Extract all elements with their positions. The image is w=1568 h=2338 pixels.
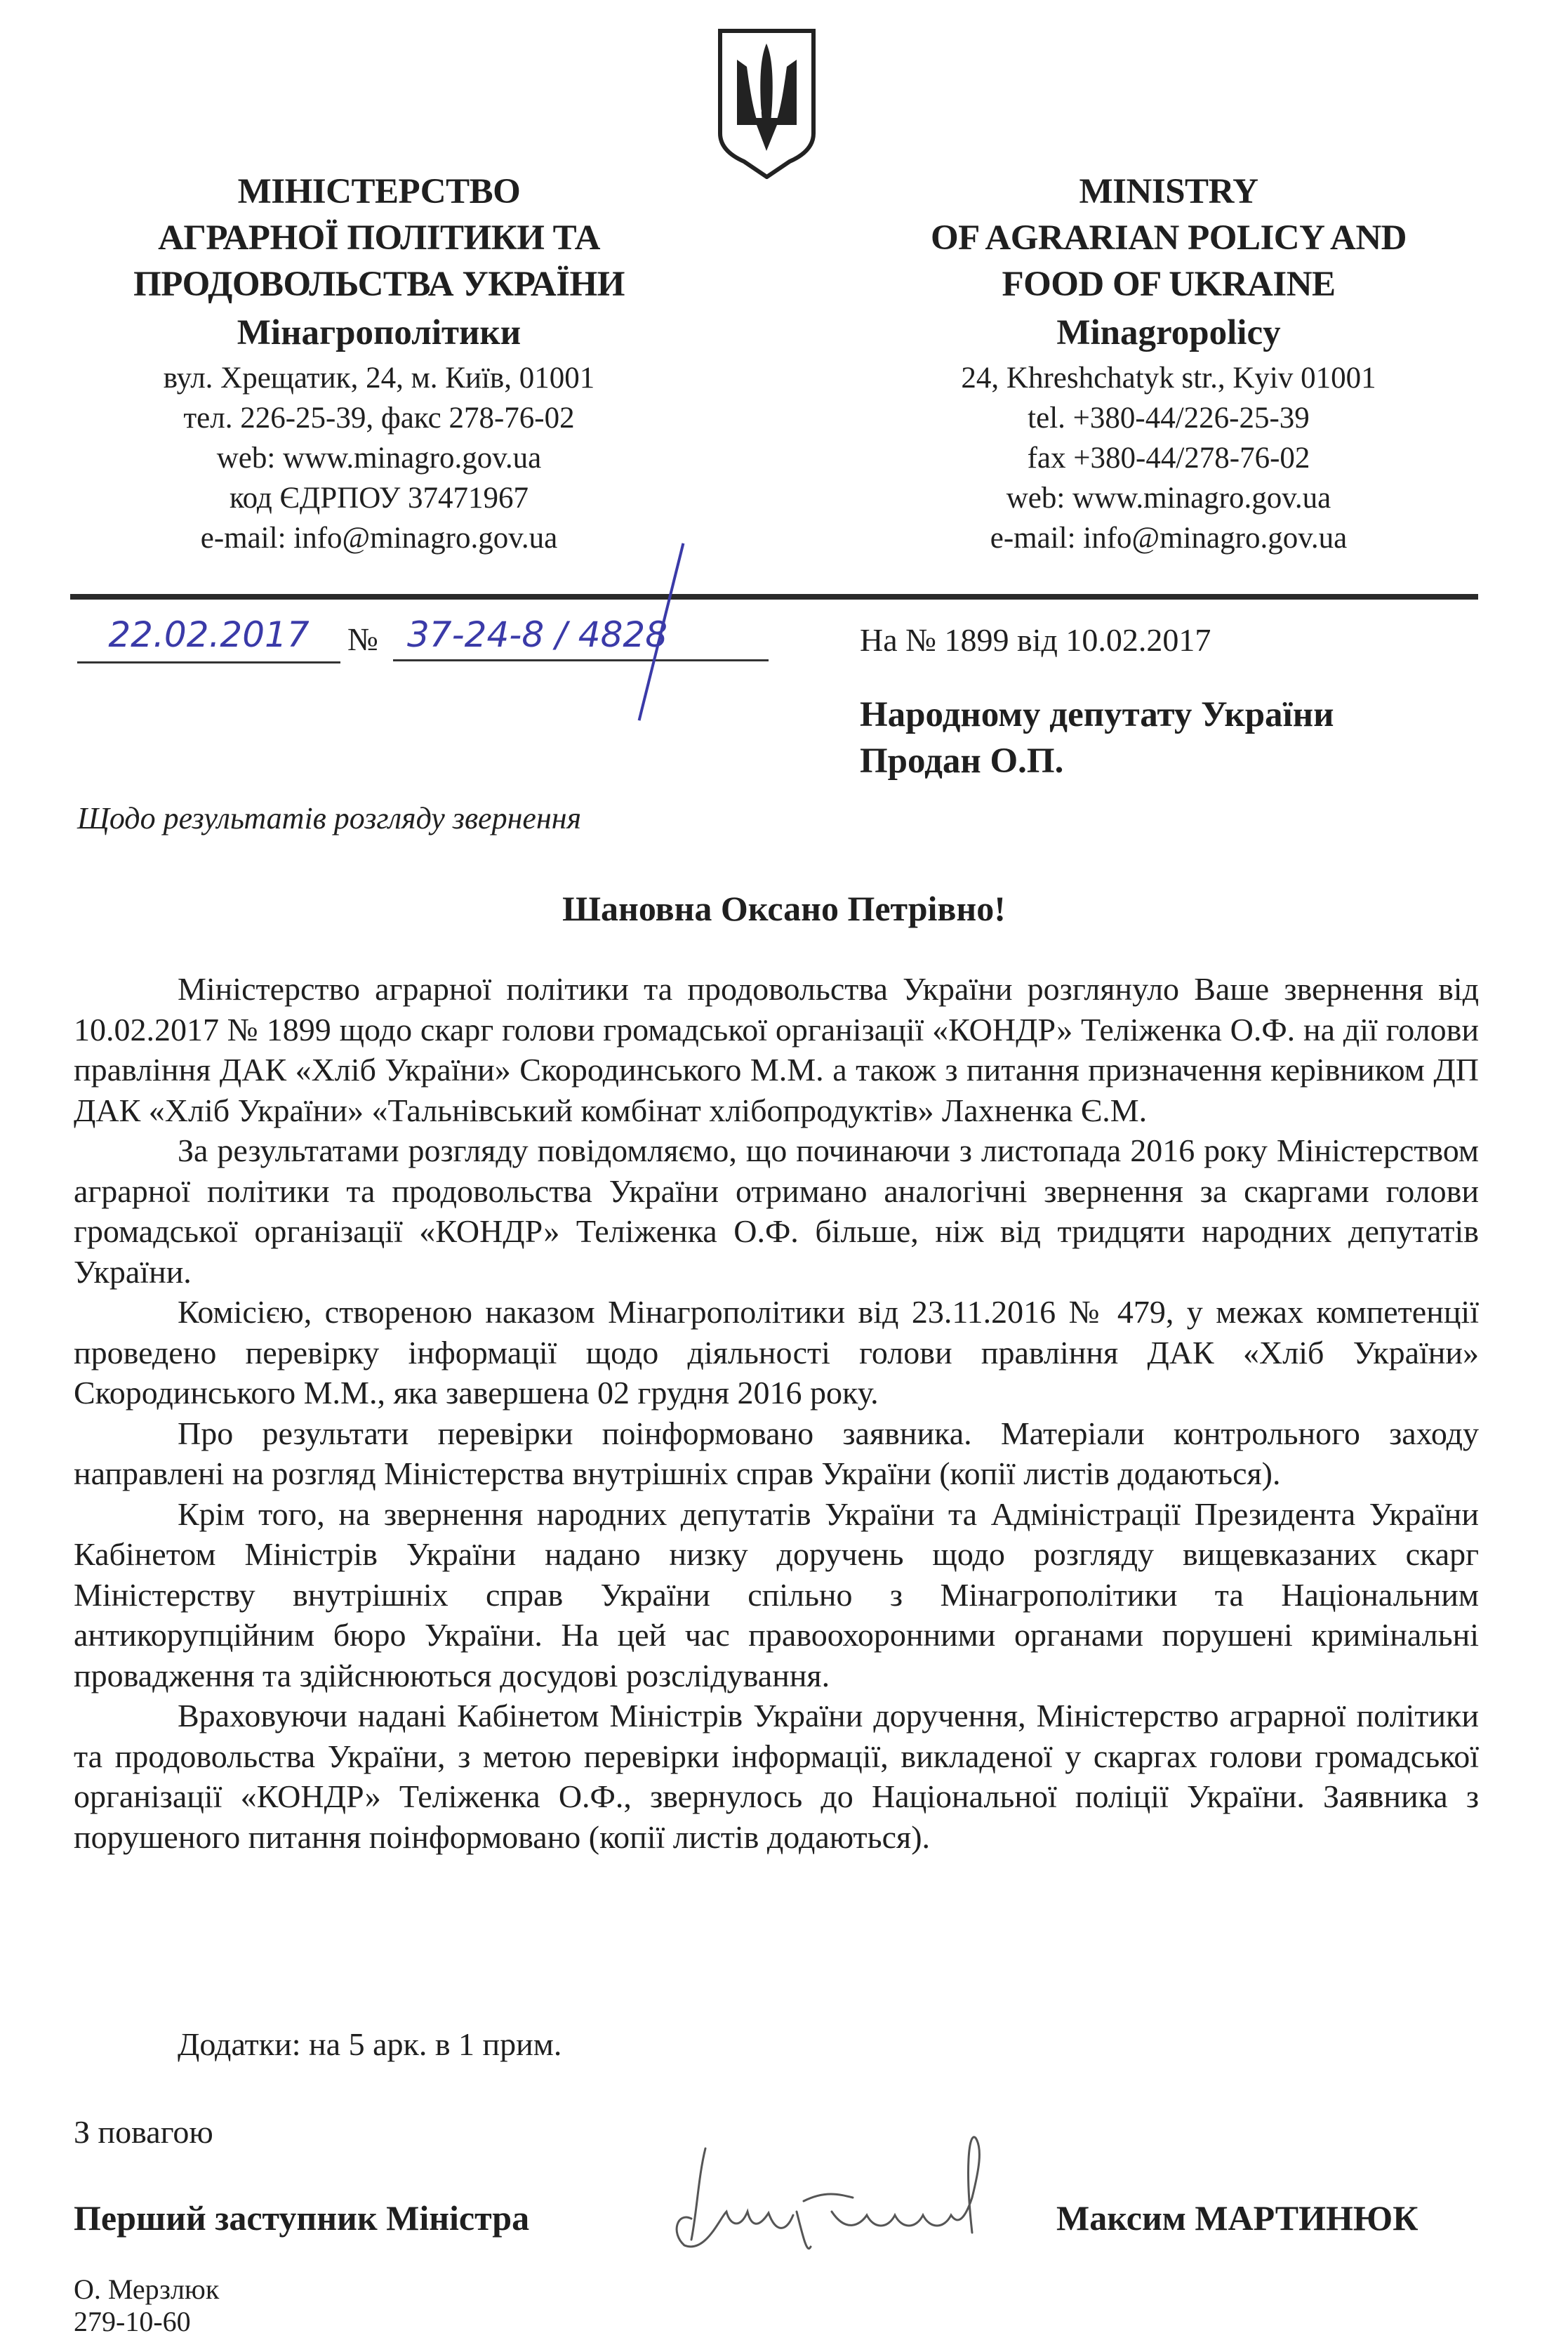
reference-number: На № 1899 від 10.02.2017 [860, 622, 1211, 658]
registration-block [70, 611, 772, 674]
coat-of-arms-icon [716, 28, 818, 179]
body-paragraph: За результатами розгляду повідомляємо, що починаючи з листопада 2016 року Міністерством аграрної політики та продовольства України отримано аналогічні звернення за скаргами голови громадської організації «КОНДР» Теліженка О.Ф. більше, ніж від тридцяти народних депутатів України. [74, 1132, 1479, 1290]
addressee-name: Продан О.П. [860, 741, 1064, 781]
body-paragraph: Міністерство аграрної політики та продовольства України розглянуло Ваше звернення від 10.02.2017 № 1899 щодо скарг голови громадської організації «КОНДР» Теліженка О.Ф. на дії голови правління ДАК «Хліб України» Скородинського М.М. а також з питання призначення керівником ДП ДАК «Хліб України» «Тальнівський комбінат хлібопродуктів» Лахненка Є.М. [74, 971, 1479, 1128]
closing: З повагою [74, 2114, 213, 2150]
executor-phone: 279-10-60 [74, 2306, 191, 2337]
address: 24, Khreshchatyk str., Kyiv 01001 [961, 362, 1376, 395]
phone: tel. +380-44/226-25-39 [1028, 402, 1310, 435]
letterhead-divider [70, 594, 1478, 600]
edrpou-code: код ЄДРПОУ 37471967 [229, 482, 529, 515]
executor-name: О. Мерзлюк [74, 2273, 220, 2305]
number-sign: № [347, 621, 378, 657]
body-paragraph: Крім того, на звернення народних депутатів України та Адміністрації Президента України Кабінетом Міністрів України надано низку доручень щодо розгляду вищевказаних скарг Міністерству внутрішніх справ України спільно з Мінагрополітики та Національним антикорупційним бюро України. На цей час правоохоронними органами порушені кримінальні провадження та здійснюються досудові розслідування. [74, 1495, 1479, 1693]
signature-icon [663, 2134, 1007, 2254]
body-paragraph: Комісією, створеною наказом Мінагрополітики від 23.11.2016 № 479, у межах компетенції проведено перевірку інформації щодо діяльності голови правління ДАК «Хліб України» Скородинського М.М., яка завершена 02 грудня 2016 року. [74, 1294, 1479, 1411]
ministry-name-line: OF AGRARIAN POLICY AND [931, 218, 1407, 258]
ministry-name-line: MINISTRY [1079, 172, 1258, 211]
signatory-name: Максим МАРТИНЮК [1056, 2198, 1418, 2238]
email: e-mail: info@minagro.gov.ua [990, 522, 1348, 555]
signatory-title: Перший заступник Міністра [74, 2198, 530, 2238]
addressee [860, 692, 1334, 784]
letterhead-ukrainian [28, 169, 730, 558]
fax: fax +380-44/278-76-02 [1027, 442, 1310, 475]
ministry-name-line: ПРОДОВОЛЬСТВА УКРАЇНИ [133, 265, 625, 304]
letter-body [74, 969, 1479, 1857]
subject-line: Щодо результатів розгляду звернення [77, 801, 582, 836]
registration-date: 22.02.2017 [77, 611, 340, 663]
salutation: Шановна Оксано Петрівно! [562, 889, 1006, 928]
ministry-name-line: МІНІСТЕРСТВО [237, 172, 521, 211]
letterhead-english [818, 169, 1520, 558]
website: web: www.minagro.gov.ua [1006, 482, 1331, 515]
website: web: www.minagro.gov.ua [216, 442, 542, 475]
ministry-name-line: АГРАРНОЇ ПОЛІТИКИ ТА [158, 218, 600, 258]
executor-info [74, 2273, 219, 2338]
ministry-abbreviation: Мінагрополітики [237, 313, 521, 352]
body-paragraph: Враховуючи надані Кабінетом Міністрів України доручення, Міністерство аграрної політики та продовольства України, з метою перевірки інформації, викладеної у скаргах голови громадської організації «КОНДР» Теліженка О.Ф., звернулось до Національної поліції України. Заявника з порушеного питання поінформовано (копії листів додаються). [74, 1698, 1479, 1855]
body-paragraph: Про результати перевірки поінформовано заявника. Матеріали контрольного заходу направлені на розгляд Міністерства внутрішніх справ України (копії листів додаються). [74, 1415, 1479, 1491]
attachments-note: Додатки: на 5 арк. в 1 прим. [178, 2026, 562, 2062]
address: вул. Хрещатик, 24, м. Київ, 01001 [163, 362, 595, 395]
registration-number: 37-24-8 / 4828 [393, 611, 769, 661]
email: e-mail: info@minagro.gov.ua [200, 522, 558, 555]
ministry-abbreviation: Minagropolicy [1056, 313, 1281, 352]
addressee-title: Народному депутату України [860, 695, 1334, 734]
ministry-name-line: FOOD OF UKRAINE [1002, 265, 1336, 304]
phone-fax: тел. 226-25-39, факс 278-76-02 [183, 402, 575, 435]
